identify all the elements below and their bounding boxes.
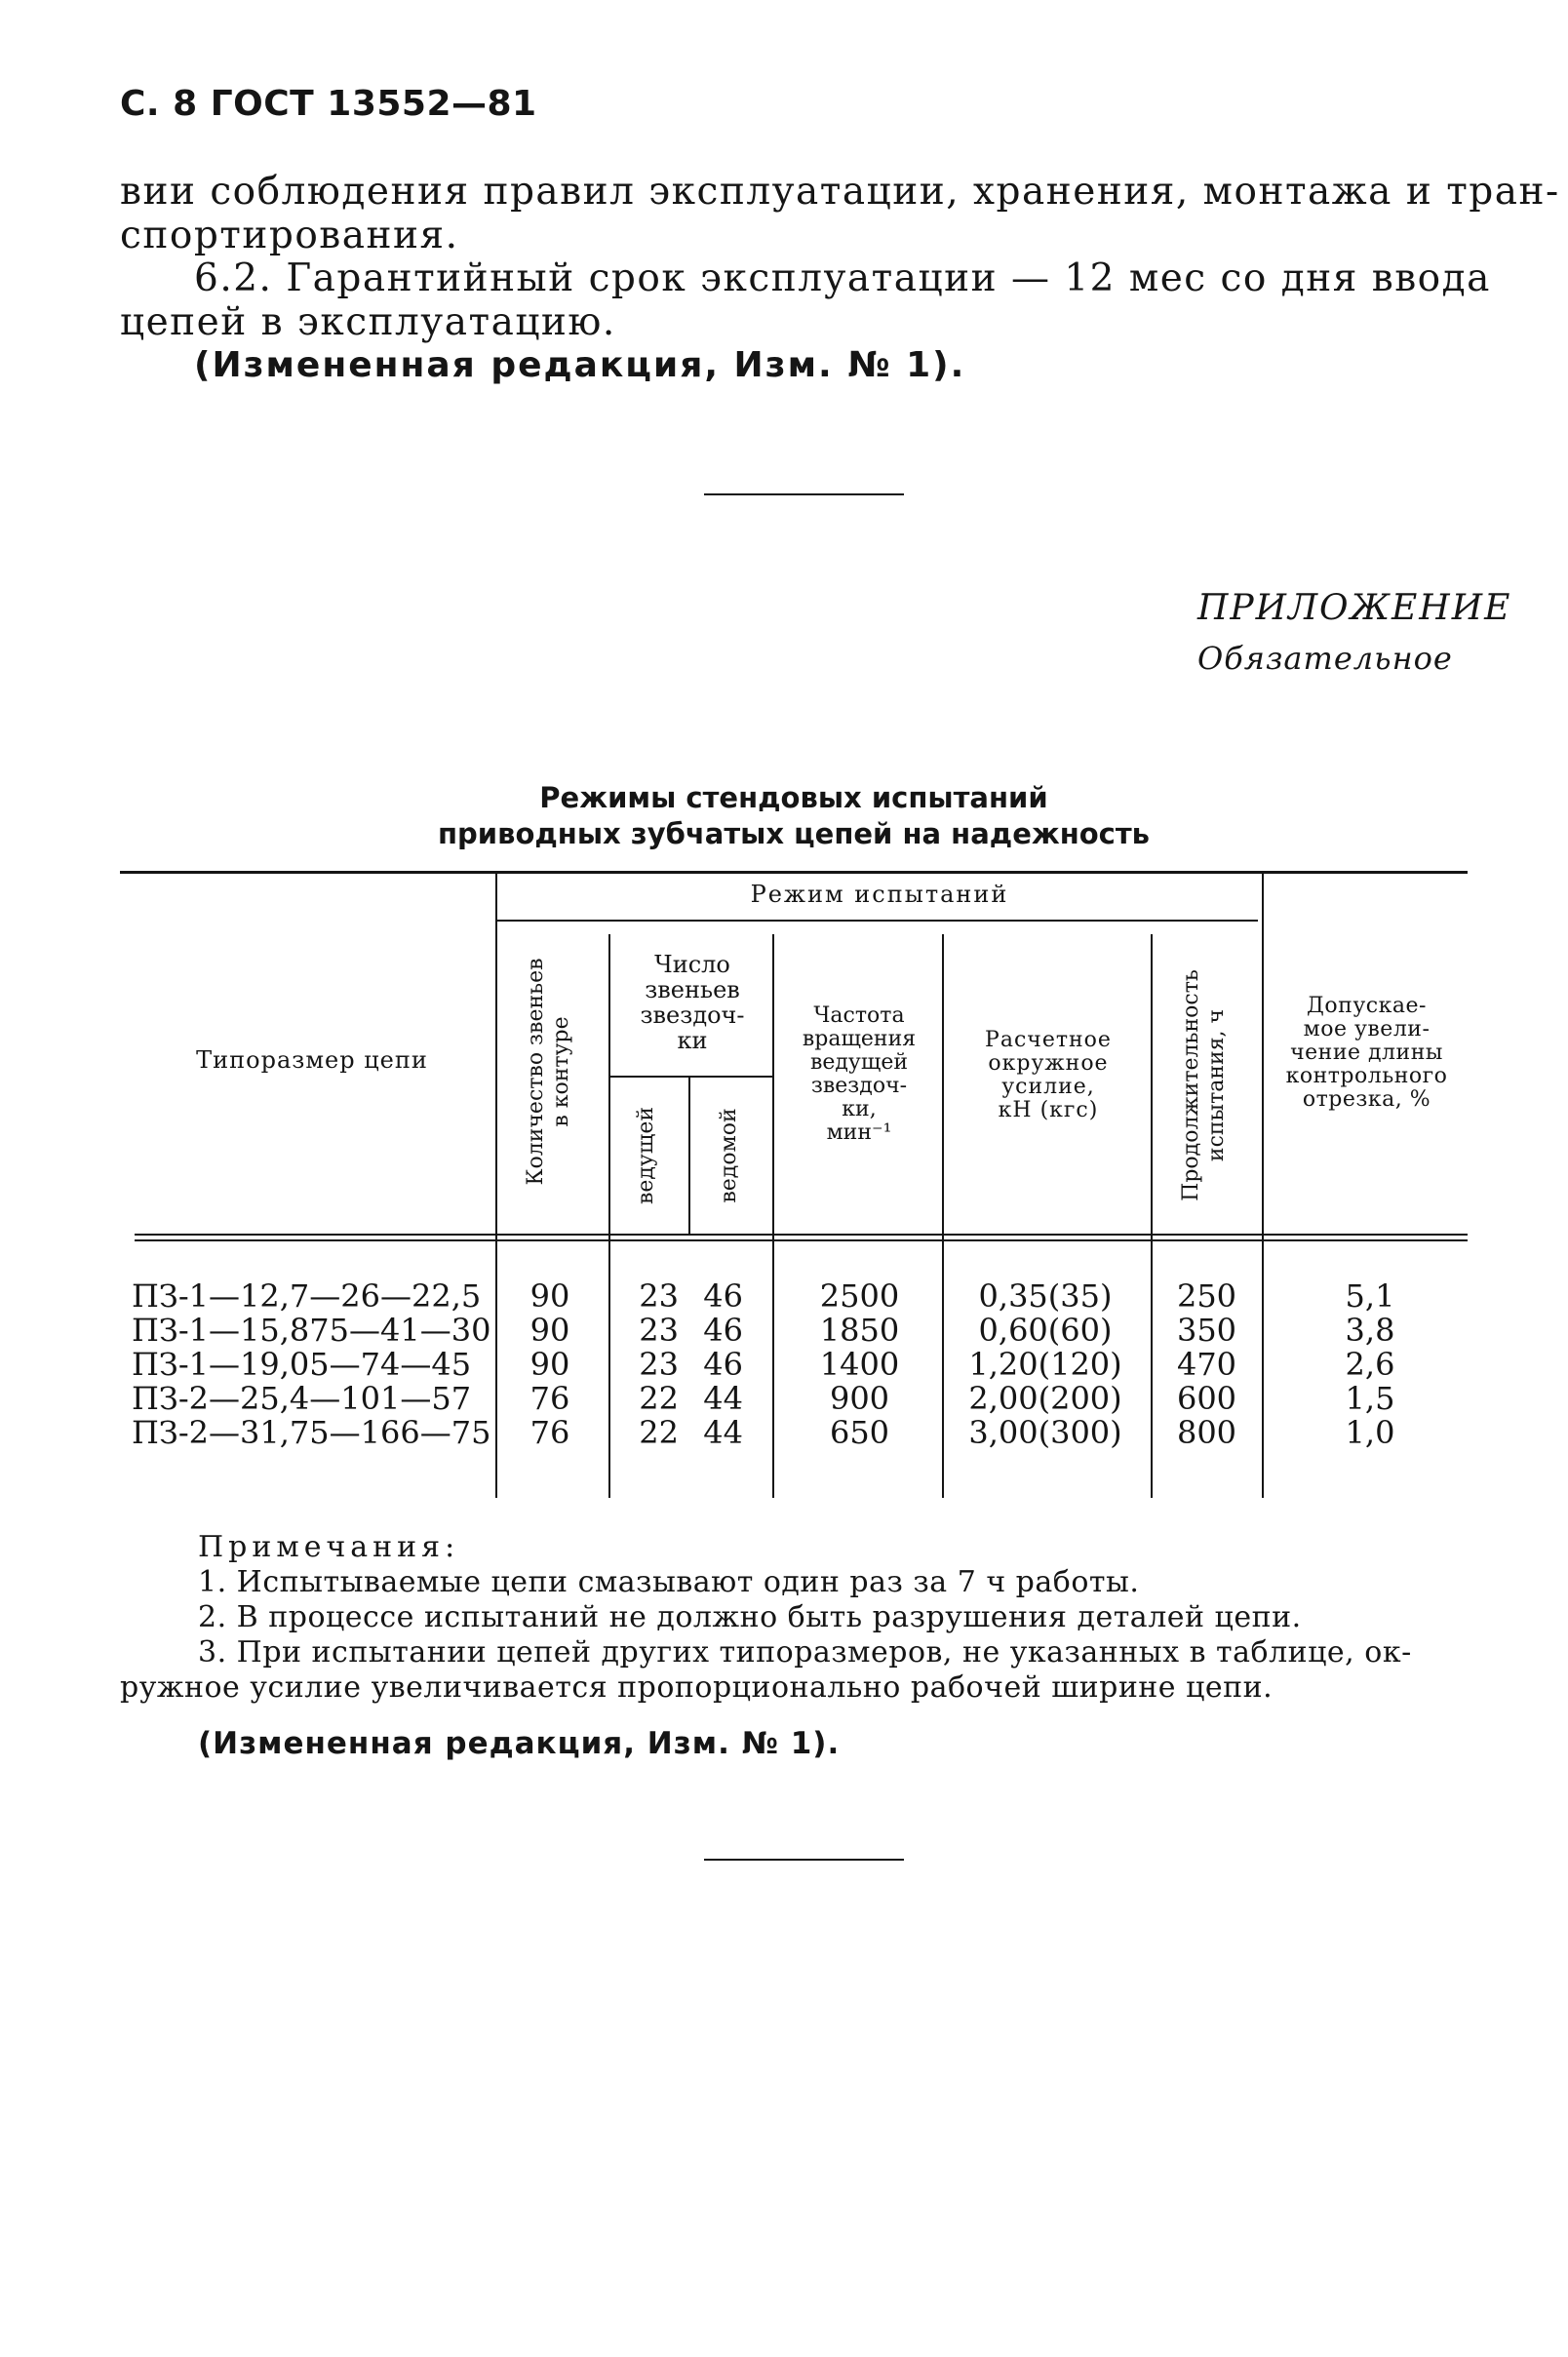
column-divider <box>1262 874 1264 1498</box>
header-line: Число <box>654 951 730 978</box>
table-cell: 90 <box>529 1312 570 1349</box>
column-divider <box>942 934 944 1498</box>
header-line: окружное <box>988 1051 1109 1076</box>
table-cell: 650 <box>829 1414 890 1451</box>
table-cell: ПЗ-2—25,4—101—57 <box>132 1380 472 1417</box>
table-cell: ПЗ-1—15,875—41—30 <box>132 1312 491 1349</box>
note-1: 1. Испытываемые цепи смазывают один раз за 7 ч работы. <box>198 1565 1140 1599</box>
column-force <box>948 1279 1143 1450</box>
table-cell: 350 <box>1176 1312 1237 1349</box>
column-driven <box>683 1279 743 1450</box>
column-divider <box>495 874 497 1498</box>
table-top-rule <box>120 871 1468 874</box>
header-line: звеньев <box>645 976 740 1003</box>
table-cell: 3,8 <box>1345 1312 1395 1349</box>
header-line: ведущей <box>809 1050 909 1075</box>
note-2: 2. В процессе испытаний не должно быть разрушения деталей цепи. <box>198 1600 1302 1634</box>
header-bottom-rule <box>135 1239 1468 1241</box>
header-sprocket-links <box>612 952 772 1053</box>
header-line: мое увели- <box>1303 1017 1431 1041</box>
paragraph-6-1 <box>120 170 1560 257</box>
table-cell: 1400 <box>819 1346 900 1383</box>
column-divider <box>772 934 774 1498</box>
table-caption-line: Режимы стендовых испытаний <box>539 781 1048 814</box>
table-cell: 800 <box>1176 1414 1237 1451</box>
header-links-contour <box>524 916 578 1228</box>
table-caption-line: приводных зубчатых цепей на надежность <box>437 817 1151 850</box>
table-cell: 1,5 <box>1345 1380 1395 1417</box>
header-line: Допускае- <box>1307 994 1427 1018</box>
edit-note: (Измененная редакция, Изм. № 1). <box>194 345 966 385</box>
table-cell: 1850 <box>819 1312 900 1349</box>
header-line: контрольного <box>1285 1064 1448 1088</box>
header-frequency <box>776 1004 942 1145</box>
column-elongation <box>1307 1279 1433 1450</box>
table-cell: ПЗ-1—19,05—74—45 <box>132 1346 472 1383</box>
header-line: звездоч- <box>640 1002 745 1029</box>
header-driven: ведомой <box>717 1108 741 1203</box>
table-cell: 90 <box>529 1346 570 1383</box>
header-line: усилие, <box>1001 1075 1095 1099</box>
paragraph-line: вии соблюдения правил эксплуатации, хранения, монтажа и тран- <box>120 170 1560 214</box>
table-cell: ПЗ-2—31,75—166—75 <box>132 1414 491 1451</box>
header-bottom-rule <box>135 1234 1468 1236</box>
column-duration <box>1156 1279 1258 1450</box>
table-cell: 22 <box>639 1414 679 1451</box>
table-cell: 600 <box>1176 1380 1237 1417</box>
header-line: отрезка, % <box>1302 1087 1431 1112</box>
table-cell: 0,35(35) <box>978 1277 1113 1315</box>
notes-edit-note: (Измененная редакция, Изм. № 1). <box>198 1726 841 1761</box>
header-size: Типоразмер цепи <box>196 1046 428 1074</box>
note-3-continuation <box>120 1670 1273 1706</box>
appendix-subtitle: Обязательное <box>1197 640 1453 677</box>
column-driving <box>608 1279 679 1450</box>
header-line: чение длины <box>1290 1041 1443 1065</box>
table-cell: 23 <box>639 1277 679 1315</box>
header-line: мин⁻¹ <box>826 1120 892 1145</box>
sprocket-header-rule <box>608 1076 774 1078</box>
table-caption <box>120 780 1468 852</box>
mode-header-rule <box>497 920 1258 922</box>
column-links <box>511 1279 589 1450</box>
column-frequency <box>784 1279 935 1450</box>
table-cell: 44 <box>703 1414 743 1451</box>
table-cell: 250 <box>1176 1277 1237 1315</box>
table-cell: 1,20(120) <box>968 1346 1122 1383</box>
table-cell: 5,1 <box>1345 1277 1395 1315</box>
table-cell: 2,00(200) <box>968 1380 1122 1417</box>
paragraph-6-2 <box>120 256 1491 344</box>
table-cell: 46 <box>703 1346 743 1383</box>
column-size <box>132 1279 490 1450</box>
table-cell: 470 <box>1176 1346 1237 1383</box>
header-line: ки, <box>842 1097 877 1121</box>
header-line: кН (кгс) <box>998 1098 1099 1122</box>
table-cell: 76 <box>529 1380 570 1417</box>
appendix-title: ПРИЛОЖЕНИЕ <box>1197 588 1512 628</box>
page-header: С. 8 ГОСТ 13552—81 <box>120 84 537 124</box>
table-cell: 23 <box>639 1346 679 1383</box>
column-divider <box>1151 934 1153 1498</box>
table-cell: 44 <box>703 1380 743 1417</box>
notes-title: Примечания: <box>198 1530 460 1564</box>
table-cell: 23 <box>639 1312 679 1349</box>
table-cell: 0,60(60) <box>978 1312 1113 1349</box>
section-divider <box>704 493 904 495</box>
note-3: 3. При испытании цепей других типоразмеров, не указанных в таблице, ок- <box>198 1635 1412 1670</box>
header-line: Расчетное <box>985 1028 1112 1052</box>
header-line: Продолжительность <box>1179 969 1203 1201</box>
section-divider <box>704 1859 904 1861</box>
header-elongation <box>1266 995 1468 1112</box>
paragraph-line: 6.2. Гарантийный срок эксплуатации — 12 мес со дня ввода <box>194 256 1491 300</box>
table-cell: 46 <box>703 1312 743 1349</box>
note-3-line2: ружное усилие увеличивается пропорционально рабочей ширине цепи. <box>120 1670 1274 1705</box>
table-cell: 900 <box>829 1380 890 1417</box>
header-driving: ведущей <box>634 1106 658 1205</box>
table-cell: 3,00(300) <box>968 1414 1122 1451</box>
table-cell: 46 <box>703 1277 743 1315</box>
header-line: Частота <box>813 1003 905 1028</box>
table-cell: ПЗ-1—12,7—26—22,5 <box>132 1277 482 1315</box>
table-cell: 76 <box>529 1414 570 1451</box>
header-line: звездоч- <box>810 1074 908 1098</box>
header-line: в контуре <box>549 1016 573 1127</box>
column-divider <box>688 1076 690 1234</box>
header-line: вращения <box>802 1027 917 1051</box>
table-cell: 2,6 <box>1345 1346 1395 1383</box>
paragraph-line: спортирования. <box>120 214 459 257</box>
paragraph-line: цепей в эксплуатацию. <box>120 300 616 344</box>
header-line: ки <box>677 1027 708 1054</box>
header-line: Количество звеньев <box>524 958 548 1186</box>
table-cell: 2500 <box>819 1277 900 1315</box>
table-cell: 90 <box>529 1277 570 1315</box>
table-cell: 1,0 <box>1345 1414 1395 1451</box>
header-mode: Режим испытаний <box>750 881 1009 908</box>
notes-block <box>198 1530 1412 1670</box>
header-duration <box>1179 929 1234 1241</box>
table-cell: 22 <box>639 1380 679 1417</box>
header-line: испытания, ч <box>1204 1008 1229 1162</box>
header-force <box>946 1029 1151 1122</box>
